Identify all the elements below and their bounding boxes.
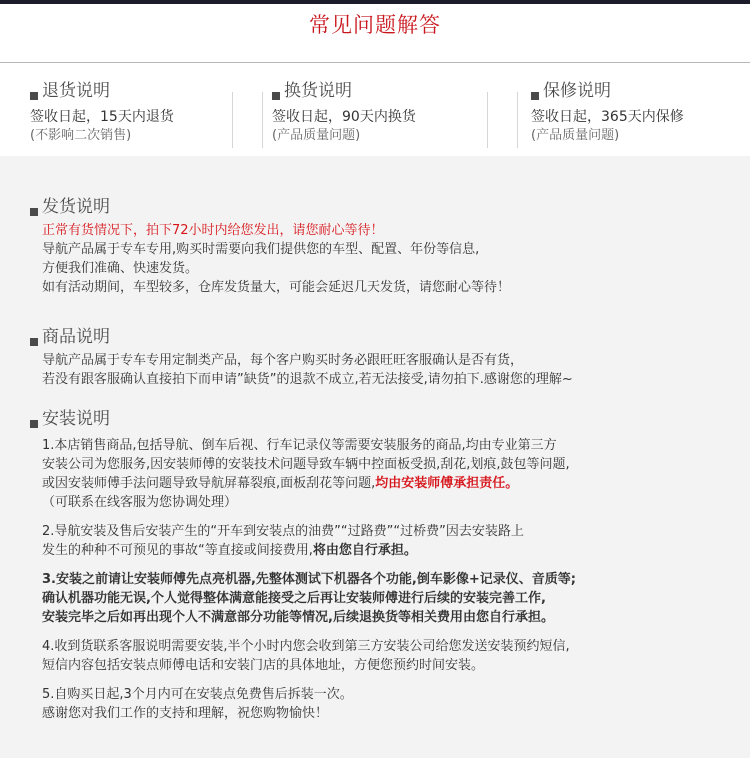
install-heading-text: 安装说明: [42, 409, 110, 429]
exchange-policy: [272, 80, 416, 145]
install-text: 发生的种种不可预见的事故“等直接或间接费用,: [42, 543, 313, 558]
details-panel: [0, 156, 750, 758]
install-liability-highlight: 均由安装师傅承担责任。: [375, 476, 519, 491]
divider: [232, 92, 233, 148]
exchange-period: 签收日起，90天内换货: [272, 109, 416, 125]
warranty-note: (产品质量问题): [531, 128, 620, 143]
warranty-heading-text: 保修说明: [543, 81, 611, 101]
install-bold-text: 将由您自行承担。: [312, 543, 417, 558]
return-heading: [30, 80, 174, 102]
bullet-square-icon: [531, 92, 539, 100]
shipping-heading: [30, 196, 742, 218]
exchange-heading-text: 换货说明: [284, 81, 352, 101]
exchange-note: (产品质量问题): [272, 128, 361, 143]
bullet-square-icon: [272, 92, 280, 100]
return-policy: [30, 80, 174, 145]
return-period: 签收日起，15天内退货: [30, 109, 174, 125]
shipping-line: 方便我们准确、快速发货。: [42, 261, 199, 276]
install-text: 5.自购买日起,3个月内可在安装点免费售后拆装一次。: [42, 687, 353, 702]
divider: [517, 92, 518, 148]
install-item-4: [42, 637, 742, 675]
install-text: 安装公司为您服务,因安装师傅的安装技术问题导致车辆中控面板受损,刮花,划痕,鼓包等问题,: [42, 457, 570, 472]
bullet-square-icon: [30, 338, 38, 346]
divider: [487, 92, 488, 148]
warranty-heading: [531, 80, 684, 102]
install-bold-text: 3.安装之前请让安装师傅先点亮机器,先整体测试下机器各个功能,倒车影像+记录仪、音质等;: [42, 572, 576, 587]
warranty-policy: [531, 80, 684, 145]
shipping-line: 如有活动期间，车型较多，仓库发货量大，可能会延迟几天发货，请您耐心等待！: [42, 280, 511, 295]
return-heading-text: 退货说明: [42, 81, 110, 101]
product-heading: [30, 326, 742, 348]
install-bold-text: 安装完毕之后如再出现个人不满意部分功能等情况,后续退换货等相关费用由您自行承担。: [42, 610, 554, 625]
install-item-5: [42, 685, 742, 723]
install-item-3: [42, 570, 742, 627]
install-text: 1.本店销售商品,包括导航、倒车后视、行车记录仪等需要安装服务的商品,均由专业第三方: [42, 438, 557, 453]
page-title: 常见问题解答: [309, 13, 441, 37]
product-heading-text: 商品说明: [42, 327, 110, 347]
install-text: 感谢您对我们工作的支持和理解，祝您购物愉快！: [42, 706, 329, 721]
product-section: [42, 326, 742, 389]
install-text: 2.导航安装及售后安装产生的“开车到安装点的油费”“过路费”“过桥费”因去安装路上: [42, 524, 524, 539]
install-bold-text: 确认机器功能无误,个人觉得整体满意能接受之后再让安装师傅进行后续的安装完善工作,: [42, 591, 546, 606]
install-text: 短信内容包括安装点师傅电话和安装门店的具体地址，方便您预约时间安装。: [42, 658, 485, 673]
shipping-heading-text: 发货说明: [42, 197, 110, 217]
install-text: （可联系在线客服为您协调处理）: [42, 495, 238, 510]
product-line: 若没有跟客服确认直接拍下而申请”缺货”的退款不成立,若无法接受,请勿拍下.感谢您的理解~: [42, 372, 573, 387]
install-heading: [30, 408, 742, 430]
bullet-square-icon: [30, 420, 38, 428]
top-border: [0, 0, 750, 4]
return-note: (不影响二次销售): [30, 128, 132, 143]
install-item-1: [42, 436, 742, 512]
install-text: 4.收到货联系客服说明需要安装,半个小时内您会收到第三方安装公司给您发送安装预约短信,: [42, 639, 570, 654]
install-section: [42, 408, 742, 723]
shipping-line: 导航产品属于专车专用,购买时需要向我们提供您的车型、配置、年份等信息,: [42, 242, 480, 257]
bullet-square-icon: [30, 92, 38, 100]
shipping-section: [42, 196, 742, 297]
title-divider: [0, 62, 750, 63]
install-text: 或因安装师傅手法问题导致导航屏幕裂痕,面板刮花等问题,: [42, 476, 376, 491]
exchange-heading: [272, 80, 416, 102]
warranty-period: 签收日起，365天内保修: [531, 109, 684, 125]
shipping-highlight: 正常有货情况下，拍下72小时内给您发出，请您耐心等待！: [42, 223, 384, 238]
product-line: 导航产品属于专车专用定制类产品，每个客户购买时务必跟旺旺客服确认是否有货，: [42, 353, 524, 368]
divider: [262, 92, 263, 148]
install-item-2: [42, 522, 742, 560]
bullet-square-icon: [30, 208, 38, 216]
